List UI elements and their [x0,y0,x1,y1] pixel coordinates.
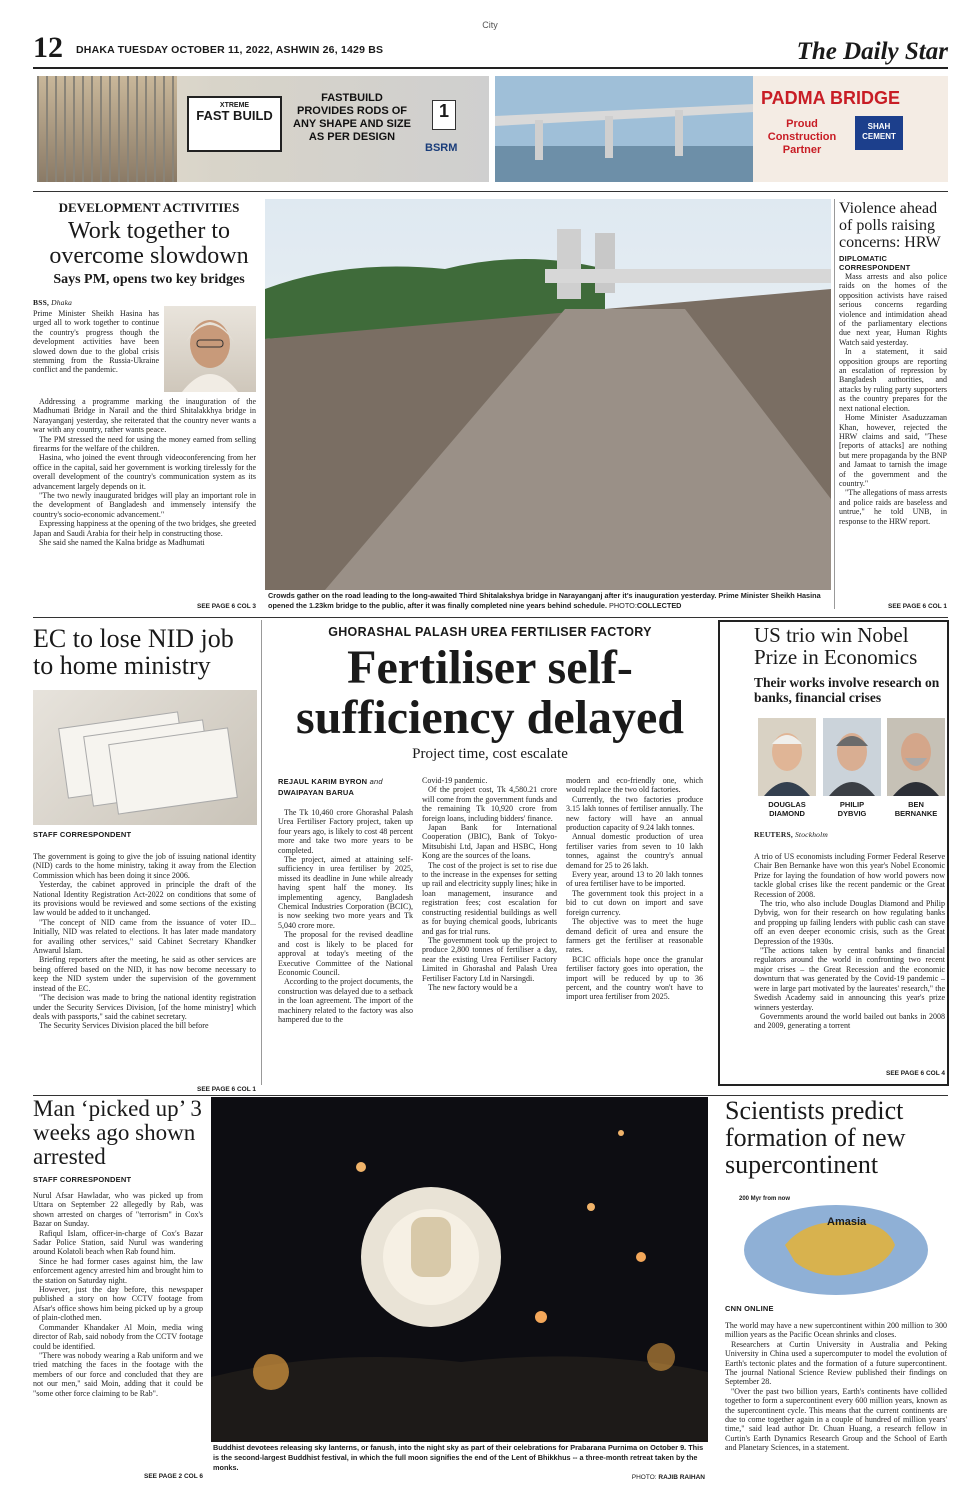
column-rule [834,199,835,609]
jump-line[interactable]: SEE PAGE 6 COL 4 [885,1070,945,1077]
byline-name: BSS, [33,298,50,307]
byline [278,776,418,798]
story7-body [725,1321,947,1481]
byline-place: Dhaka [51,298,73,307]
paragraph: "Over the past two billion years, Earth's continents have collided together to form a supercontinent every 600 million years, known as the supercontinent cycle. This means that the current continents are due to come together again in a couple of hundred of million years' time," said lead author Dr. Chuan Huang, a research fellow in Curtin's Earth Dynamics Research Group and the School of Earth and Planetary Sciences, in a statement. [725,1386,947,1453]
paragraph: Addressing a programme marking the inauguration of the Madhumati Bridge in Narail and the third Shitalakkhya bridge in Narayanganj yesterday, she reiterated that the country never wants a war with any country, rather wants peace. [33,397,256,435]
ad-message: FASTBUILD PROVIDES RODS OF ANY SHAPE AND SIZE AS PER DESIGN [293,92,411,143]
paragraph: The Tk 10,460 crore Ghorashal Palash Urea Fertiliser Factory project, taken up four years ago, is likely to cost 48 percent more and take two more years to be completed. [278,808,413,855]
byline-name: DWAIPAYAN BARUA [278,788,355,797]
jump-line[interactable]: SEE PAGE 6 COL 1 [887,603,947,610]
credit-label: PHOTO: [609,601,637,610]
paragraph: BCIC officials hope once the granular fertiliser factory goes into operation, the import will be reduced by up to 36 percent, and the country won't have to import urea fertiliser from 2025. [566,954,703,1002]
paragraph: The new factory would be a [428,982,518,992]
kicker: GHORASHAL PALASH UREA FERTILISER FACTORY [328,625,652,639]
paragraph: The cost of the project is set to rise due to the increase in the expenses for setting up rail and electricity supply lines; hike in loan management, insurance and registration fees; cost escalation for constructing residential buildings as well as for buying chemical goods, lubricants and gas for trial runs. [422,860,557,936]
column-rule [261,620,262,1085]
byline-place: Stockholm [794,830,829,839]
portrait-bernanke [887,718,945,796]
ad-shah-title: PADMA BRIDGE [761,88,900,108]
paragraph: "The two newly inaugurated bridges will play an important role in the development of Bangladesh and immensely intensify the country's socio-economic advancement." [33,491,256,519]
map-caption: 200 Myr from now [739,1196,791,1202]
subhead: Says PM, opens two key bridges [53,272,245,287]
paragraph: Home Minister Asaduzzaman Khan, however, rejected the HRW claims and said, "These [reports of attacks] are nothing but mere propaganda by the BNP and Jamaat to tarnish the image of the government and the country." [839,413,947,488]
last-name: BERNANKE [894,809,938,818]
headline[interactable]: Work together to overcome slowdown [49,218,249,269]
paragraph: Nurul Afsar Hawladar, who was picked up from Uttara on September 22 allegedly by Rab, was shown arrested on charges of "terrorism" in Cox's Bazar on Sunday. [33,1191,203,1229]
paragraph: The objective was to meet the huge demand deficit of urea and ensure the farmers get the fertiliser at reasonable rates. [566,917,703,955]
photo-crowd-bridge [265,199,831,590]
byline-and: and [369,777,383,786]
portrait-label [887,800,945,818]
paragraph: The trio, who also include Douglas Diamond and Philip Dybvig, won for their research on how regulating banks and propping up failing lenders with public cash can stave off an even deeper economic crisis, such as the Great Depression of the 1930s. [754,899,945,946]
story1-lead: Prime Minister Sheikh Hasina has urged all to work together to continue the country's progress though the development activities have been slowed down due to the global crisis stemming from the Russia-Ukraine conflict and the pandemic. [33,309,159,375]
paragraph: "The allegations of mass arrests and police raids are baseless and untrue," he told UNB, in response to the HRW report. [839,488,947,526]
paragraph: Expressing happiness at the opening of the two bridges, she greeted Japan and Saudi Arabia for their help in constructing those. [33,519,256,538]
paragraph: The Security Services Division placed the bill before [39,1021,209,1031]
story2-body [839,272,947,597]
first-name: PHILIP [839,800,865,809]
page-number: 12 [33,31,63,64]
paragraph: However, just the day before, this newspaper published a story on how CCTV footage from Afsar's office shows him being picked up by a group of plain-clothed men. [33,1285,203,1323]
story1-body [33,397,256,602]
paragraph: "The actions taken by central banks and financial regulators around the world in confronting two recent major crises – the Great Recession and the economic downturn that was generated by the Covid-19 pandemic – were in large part motivated by the laureates' research," the Swedish Academy said in announcing this year's prize winners yesterday. [754,946,945,1012]
dateline: DHAKA TUESDAY OCTOBER 11, 2022, ASHWIN 26, 1429 BS [76,44,384,56]
byline-name: REJAUL KARIM BYRON [278,777,368,786]
masthead-logo: The Daily Star [796,38,948,65]
jump-line[interactable]: SEE PAGE 2 COL 6 [143,1473,203,1480]
paragraph: The PM stressed the need for using the money earned from selling firearms for the welfare of the children. [33,434,256,454]
shah-cement-logo: SHAH CEMENT [855,116,903,150]
story3-body [33,852,256,1102]
byline: CNN ONLINE [725,1304,774,1313]
paragraph: Yesterday, the cabinet approved in principle the draft of the National Identity Registration Act-2022 on conditions that some of its provisions would be reviewed and some sections of the existing law would be added to it unchanged. [33,880,256,918]
story-development [33,200,265,288]
byline [754,830,828,839]
paragraph: The project, aimed at attaining self-sufficiency in urea fertiliser by 2025, missed its deadline in June while already having spent half the money. Its implementing agency, Bangladesh Chemical Industries Corporation (BCIC), is now seeking two more years and Tk 5,040 crore more. [278,855,413,930]
photo-caption: Buddhist devotees releasing sky lanterns, or fanush, into the night sky as part of their celebrations for Prabarana Purnima on October 9. This is the second-largest Buddhist festival, in which the full moon signifies the end of the Lent of Bhikkhus -- a three-month retreat taken by the monks. [213,1443,704,1472]
ad-brand-small: XTREME [219,102,250,109]
portrait-label [823,800,881,818]
portrait-label [758,800,816,818]
ad-shah-cement[interactable] [495,76,948,182]
ad-brand-box [187,96,282,152]
credit-label: PHOTO: [631,1474,657,1481]
paragraph: According to the project documents, the construction was delayed due to a setback in the loan agreement. The import of the machinery related to the factory was also hampered due to the [278,977,413,1024]
photo-sky-lanterns [211,1097,708,1442]
ad-rule [33,191,948,192]
paragraph: Since he had former cases against him, the law enforcement agency arrested him and brought him to the station on Saturday night. [33,1256,203,1285]
photo-caption [268,591,833,611]
paragraph: Governments around the world bailed out banks in 2008 and 2009, generating a torrent [754,1011,945,1031]
story4-col3 [566,776,703,1100]
supercontinent-map [725,1190,947,1300]
last-name: DIAMOND [769,809,805,818]
last-name: DYBVIG [837,809,867,818]
story-hrw [839,200,949,272]
paragraph: A trio of US economists including Former Federal Reserve Chair Ben Bernanke have won this year's Nobel Economic Prize for laying the foundation of how world powers now tackle global crises like the recent pandemic or the Great Recession of 2008. [754,852,945,899]
paragraph: Commander Khandaker Al Moin, media wing director of Rab, said nobody from the CCTV footage could be identified. [33,1322,203,1351]
jump-line[interactable]: SEE PAGE 6 COL 3 [196,603,256,610]
paragraph: Japan Bank for International Cooperation (JBIC), Bank of Tokyo-Mitsubishi Ltd, Japan and HSBC, Hong Kong are the sources of the loans. [422,823,557,861]
paragraph: The world may have a new supercontinent within 200 million to 300 million years as the Pacific Ocean shrinks and closes. [725,1321,947,1340]
byline [33,298,72,307]
pm-portrait [164,306,256,392]
byline: STAFF CORRESPONDENT [33,1175,132,1184]
header-rule [33,67,948,69]
section-rule [33,617,948,618]
credit-name: RAJIB RAIHAN [658,1474,705,1481]
story4-col1 [278,808,413,1100]
paragraph: Hasina, who joined the event through videoconferencing from her office in the capital, said her government is working tirelessly for the overall development of the country's communication system as its advancement largely depends on it. [33,453,256,491]
ad-rebar-image [37,76,177,182]
story4-col2 [422,776,557,1100]
paragraph: Briefing reporters after the meeting, he said as other services are being offered based on the NID, it has now become necessary to keep the NID system under the supervision of the government instead of the EC. [33,955,256,993]
paragraph: Every year, around 13 to 20 lakh tonnes of urea fertiliser have to be imported. [566,870,703,889]
section-label: City [482,20,498,30]
nid-cards-image [33,690,257,825]
paragraph: modern and eco-friendly one, which would replace the two old factories. [566,776,703,795]
paragraph: Annual domestic production of urea fertiliser varies from seven to 10 lakh tonnes, against the country's annual demand for 25 to 26 lakh. [566,832,703,870]
paragraph: Mass arrests and also police raids on the homes of the opposition activists have raised serious concerns regarding violence and intimidation ahead of the parliamentary elections due next year, Human Rights Watch said yesterday. [839,272,947,347]
ad-bsrm[interactable] [37,76,489,182]
paragraph: Of the project cost, Tk 4,580.21 crore will come from the government funds and the remaining Tk 10,920 crore from foreign loans, including bidders' finance. [422,785,557,823]
headline-nid[interactable]: EC to lose NID job to home ministry [33,624,234,680]
paragraph: The government took up the project to produce 2,800 tonnes of fertiliser a day, near the existing Urea Fertiliser Factory Limited in Ghorashal and Palash Urea Fertiliser Factory Ltd in Narsingdi. [422,935,557,983]
paragraph: The government is going to give the job of issuing national identity (NID) cards to the home ministry, taking it away from the Election Commission which has been doing it since 2006. [33,852,256,880]
photo-credit [580,1474,705,1481]
paragraph: The government took this project in a bid to cut down on import and save foreign currency. [566,888,703,917]
first-name: DOUGLAS [768,800,806,809]
portrait-dybvig [823,718,881,796]
paragraph: Researchers at Curtin University in Australia and Peking University in China used a supercomputer to model the evolution of Earth's tectonic plates and the formation of a future supercontinent. The journal National Science Review published their findings on September 28. [725,1339,947,1387]
headline[interactable]: Fertiliser self-sufficiency delayed [296,641,684,744]
paragraph: The proposal for the revised deadline and cost is likely to be placed for approval at today's meeting of the Executive Committee of the National Economic Council. [278,930,413,977]
paragraph: "The decision was made to bring the national identity registration under the Security Services Division, [of the home ministry] which deals with passports," said the cabinet secretary. [33,993,256,1021]
subhead: Their works involve research on banks, financial crises [754,675,940,705]
subhead: Project time, cost escalate [412,746,568,762]
paragraph: In a statement, it said opposition groups are reporting an escalation of repression by Bangladesh authorities, and attacks by ruling party supporters as the country prepares for the next national election. [839,347,947,413]
kicker: DEVELOPMENT ACTIVITIES [58,200,240,215]
story5-body [754,852,945,1070]
photo-credit: COLLECTED [636,601,682,610]
first-name: BEN [908,800,924,809]
headline-arrest[interactable]: Man ‘picked up’ 3 weeks ago shown arrested [33,1096,202,1169]
caption-text: Crowds gather on the road leading to the long-awaited Third Shitalakshya bridge in Narayanganj after it's inauguration yesterday. Prime Minister Sheikh Hasina opened the 1.23km bridge to the public, after it was finally completed nine years behind schedule. [268,591,821,610]
ad-shah-tag: Proud Construction Partner [767,118,837,156]
portrait-diamond [758,718,816,796]
paragraph: "The concept of NID came from the issuance of voter ID... Initially, NID was related to elections. It has later made mandatory for availing other services," said Cabinet Secretary Khandker Anwarul Islam. [33,917,256,956]
byline-name: REUTERS, [754,830,793,839]
ad-brand: FAST BUILD [196,108,273,123]
map-label: Amasia [827,1216,867,1228]
headline-nobel[interactable]: US trio win Nobel Prize in Economics [754,623,918,669]
byline: STAFF CORRESPONDENT [33,830,132,839]
ad-badge: 1 [432,100,456,130]
headline-supercontinent[interactable]: Scientists predict formation of new supercontinent [725,1096,906,1179]
story-fertiliser [268,625,712,763]
paragraph: Currently, the two factories produce 3.15 lakh tonnes of fertiliser annually. The new factory will have an annual production capacity of 9.24 lakh tonnes. [566,794,703,833]
paragraph: Covid-19 pandemic. [422,776,488,785]
bsrm-logo: BSRM [425,142,458,154]
paragraph: "There was nobody wearing a Rab uniform and we tried matching the faces in the footage with the members of our force and concluded that they are not our men," said Moin, adding that it could be "some other force claiming to be Rab". [33,1350,203,1398]
headline[interactable]: Violence ahead of polls raising concerns: HRW [839,200,941,251]
byline: DIPLOMATIC CORRESPONDENT [839,254,911,272]
paragraph: She said she named the Kalna bridge as Madhumati [39,538,205,548]
jump-line[interactable]: SEE PAGE 6 COL 1 [196,1086,256,1093]
paragraph: Rafiqul Islam, officer-in-charge of Cox's Bazar Sadar Police Station, said Nurul was wandering around Kolatoli beach when Rab found him. [33,1228,203,1257]
story6-body [33,1191,203,1471]
